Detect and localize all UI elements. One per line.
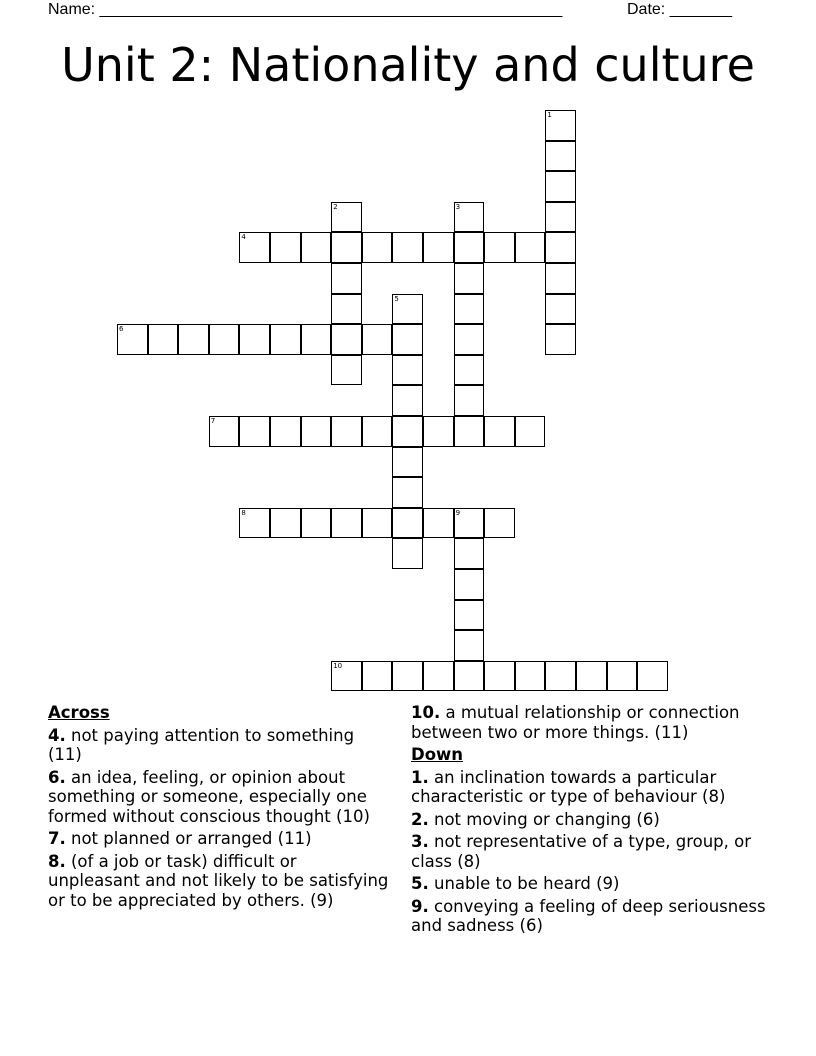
crossword-cell[interactable] (454, 294, 485, 325)
crossword-cell[interactable] (454, 508, 485, 539)
crossword-cell[interactable] (331, 324, 362, 355)
crossword-cell[interactable] (209, 324, 240, 355)
clue-number: 3 (455, 202, 461, 211)
down-heading: Down (411, 745, 464, 764)
crossword-cell[interactable] (392, 477, 423, 508)
clue-across-8: 8. (of a job or task) difficult or unpleasant and not likely to be satisfying or to be appreciated by others. (9) (48, 851, 389, 910)
crossword-cell[interactable] (239, 232, 270, 263)
crossword-cell[interactable] (454, 416, 485, 447)
crossword-cell[interactable] (545, 232, 576, 263)
crossword-cell[interactable] (392, 508, 423, 539)
crossword-cell[interactable] (454, 600, 485, 631)
crossword-cell[interactable] (392, 232, 423, 263)
crossword-cell[interactable] (117, 324, 148, 355)
across-heading: Across (48, 703, 110, 722)
crossword-cell[interactable] (362, 661, 393, 692)
crossword-cell[interactable] (515, 661, 546, 692)
crossword-cell[interactable] (545, 324, 576, 355)
crossword-cell[interactable] (454, 385, 485, 416)
crossword-cell[interactable] (515, 416, 546, 447)
clue-number: 4 (241, 233, 246, 242)
crossword-cell[interactable] (331, 294, 362, 325)
crossword-cell[interactable] (454, 263, 485, 294)
crossword-cell[interactable] (301, 324, 332, 355)
crossword-cell[interactable] (454, 355, 485, 386)
crossword-cell[interactable] (545, 661, 576, 692)
crossword-cell[interactable] (270, 324, 301, 355)
crossword-cell[interactable] (331, 661, 362, 692)
crossword-cell[interactable] (392, 355, 423, 386)
clue-number: 8 (241, 508, 246, 517)
clue-down-2: 2. not moving or changing (6) (411, 809, 660, 829)
crossword-cell[interactable] (637, 661, 668, 692)
crossword-cell[interactable] (270, 232, 301, 263)
crossword-cell[interactable] (454, 324, 485, 355)
crossword-cell[interactable] (270, 416, 301, 447)
crossword-cell[interactable] (576, 661, 607, 692)
crossword-cell[interactable] (607, 661, 638, 692)
date-field-label: Date: _______ (627, 1, 732, 18)
crossword-cell[interactable] (331, 508, 362, 539)
crossword-cell[interactable] (392, 385, 423, 416)
crossword-cell[interactable] (239, 324, 270, 355)
crossword-cell[interactable] (392, 538, 423, 569)
crossword-cell[interactable] (454, 232, 485, 263)
crossword-cell[interactable] (454, 202, 485, 233)
crossword-cell[interactable] (454, 538, 485, 569)
crossword-cell[interactable] (484, 232, 515, 263)
clue-down-3: 3. not representative of a type, group, or class (8) (411, 832, 752, 871)
crossword-cell[interactable] (392, 416, 423, 447)
clue-number: 2 (333, 202, 338, 211)
crossword-cell[interactable] (515, 232, 546, 263)
crossword-cell[interactable] (423, 508, 454, 539)
clues-right-column (411, 703, 771, 939)
clue-across-10: 10. a mutual relationship or connection between two or more things. (11) (411, 703, 740, 742)
clue-number: 1 (547, 111, 552, 119)
crossword-cell[interactable] (239, 508, 270, 539)
crossword-cell[interactable] (484, 416, 515, 447)
crossword-cell[interactable] (301, 232, 332, 263)
crossword-cell[interactable] (178, 324, 209, 355)
clues-left-column (48, 703, 393, 913)
crossword-cell[interactable] (331, 416, 362, 447)
clue-down-5: 5. unable to be heard (9) (411, 874, 620, 893)
crossword-cell[interactable] (301, 416, 332, 447)
crossword-cell[interactable] (545, 202, 576, 233)
page-title: Unit 2: Nationality and culture (61, 38, 755, 92)
crossword-cell[interactable] (148, 324, 179, 355)
clue-number: 9 (455, 508, 461, 517)
crossword-cell[interactable] (545, 294, 576, 325)
crossword-cell[interactable] (545, 263, 576, 294)
clue-number: 5 (394, 294, 399, 303)
crossword-cell[interactable] (270, 508, 301, 539)
crossword-cell[interactable] (545, 141, 576, 172)
crossword-cell[interactable] (362, 324, 393, 355)
crossword-cell[interactable] (331, 263, 362, 294)
clue-number: 10 (333, 661, 343, 670)
clue-number: 7 (210, 417, 216, 425)
crossword-cell[interactable] (331, 202, 362, 233)
crossword-cell[interactable] (362, 232, 393, 263)
crossword-cell[interactable] (331, 355, 362, 386)
crossword-cell[interactable] (484, 508, 515, 539)
crossword-cell[interactable] (362, 416, 393, 447)
crossword-cell[interactable] (301, 508, 332, 539)
crossword-cell[interactable] (545, 110, 576, 141)
clue-down-9: 9. conveying a feeling of deep seriousness and sadness (6) (411, 896, 766, 935)
clue-across-7: 7. not planned or arranged (11) (48, 829, 312, 848)
crossword-cell[interactable] (392, 324, 423, 355)
crossword-cell[interactable] (423, 232, 454, 263)
crossword-cell[interactable] (423, 661, 454, 692)
clue-across-6: 6. an idea, feeling, or opinion about something or someone, especially one formed without conscious thought (10) (48, 767, 370, 826)
crossword-cell[interactable] (239, 416, 270, 447)
crossword-cell[interactable] (392, 661, 423, 692)
crossword-cell[interactable] (331, 232, 362, 263)
crossword-cell[interactable] (392, 294, 423, 325)
clue-down-1: 1. an inclination towards a particular characteristic or type of behaviour (8) (411, 767, 726, 806)
crossword-cell[interactable] (362, 508, 393, 539)
crossword-cell[interactable] (209, 416, 240, 447)
crossword-cell[interactable] (423, 416, 454, 447)
clue-across-4: 4. not paying attention to something (11) (48, 725, 355, 764)
crossword-cell[interactable] (484, 661, 515, 692)
crossword-cell[interactable] (392, 447, 423, 478)
crossword-cell[interactable] (454, 569, 485, 600)
crossword-cell[interactable] (545, 171, 576, 202)
crossword-cell[interactable] (454, 630, 485, 661)
clue-number: 6 (119, 325, 124, 334)
name-field-label: Name: ____________________________________________________ (48, 1, 563, 18)
crossword-cell[interactable] (454, 661, 485, 692)
